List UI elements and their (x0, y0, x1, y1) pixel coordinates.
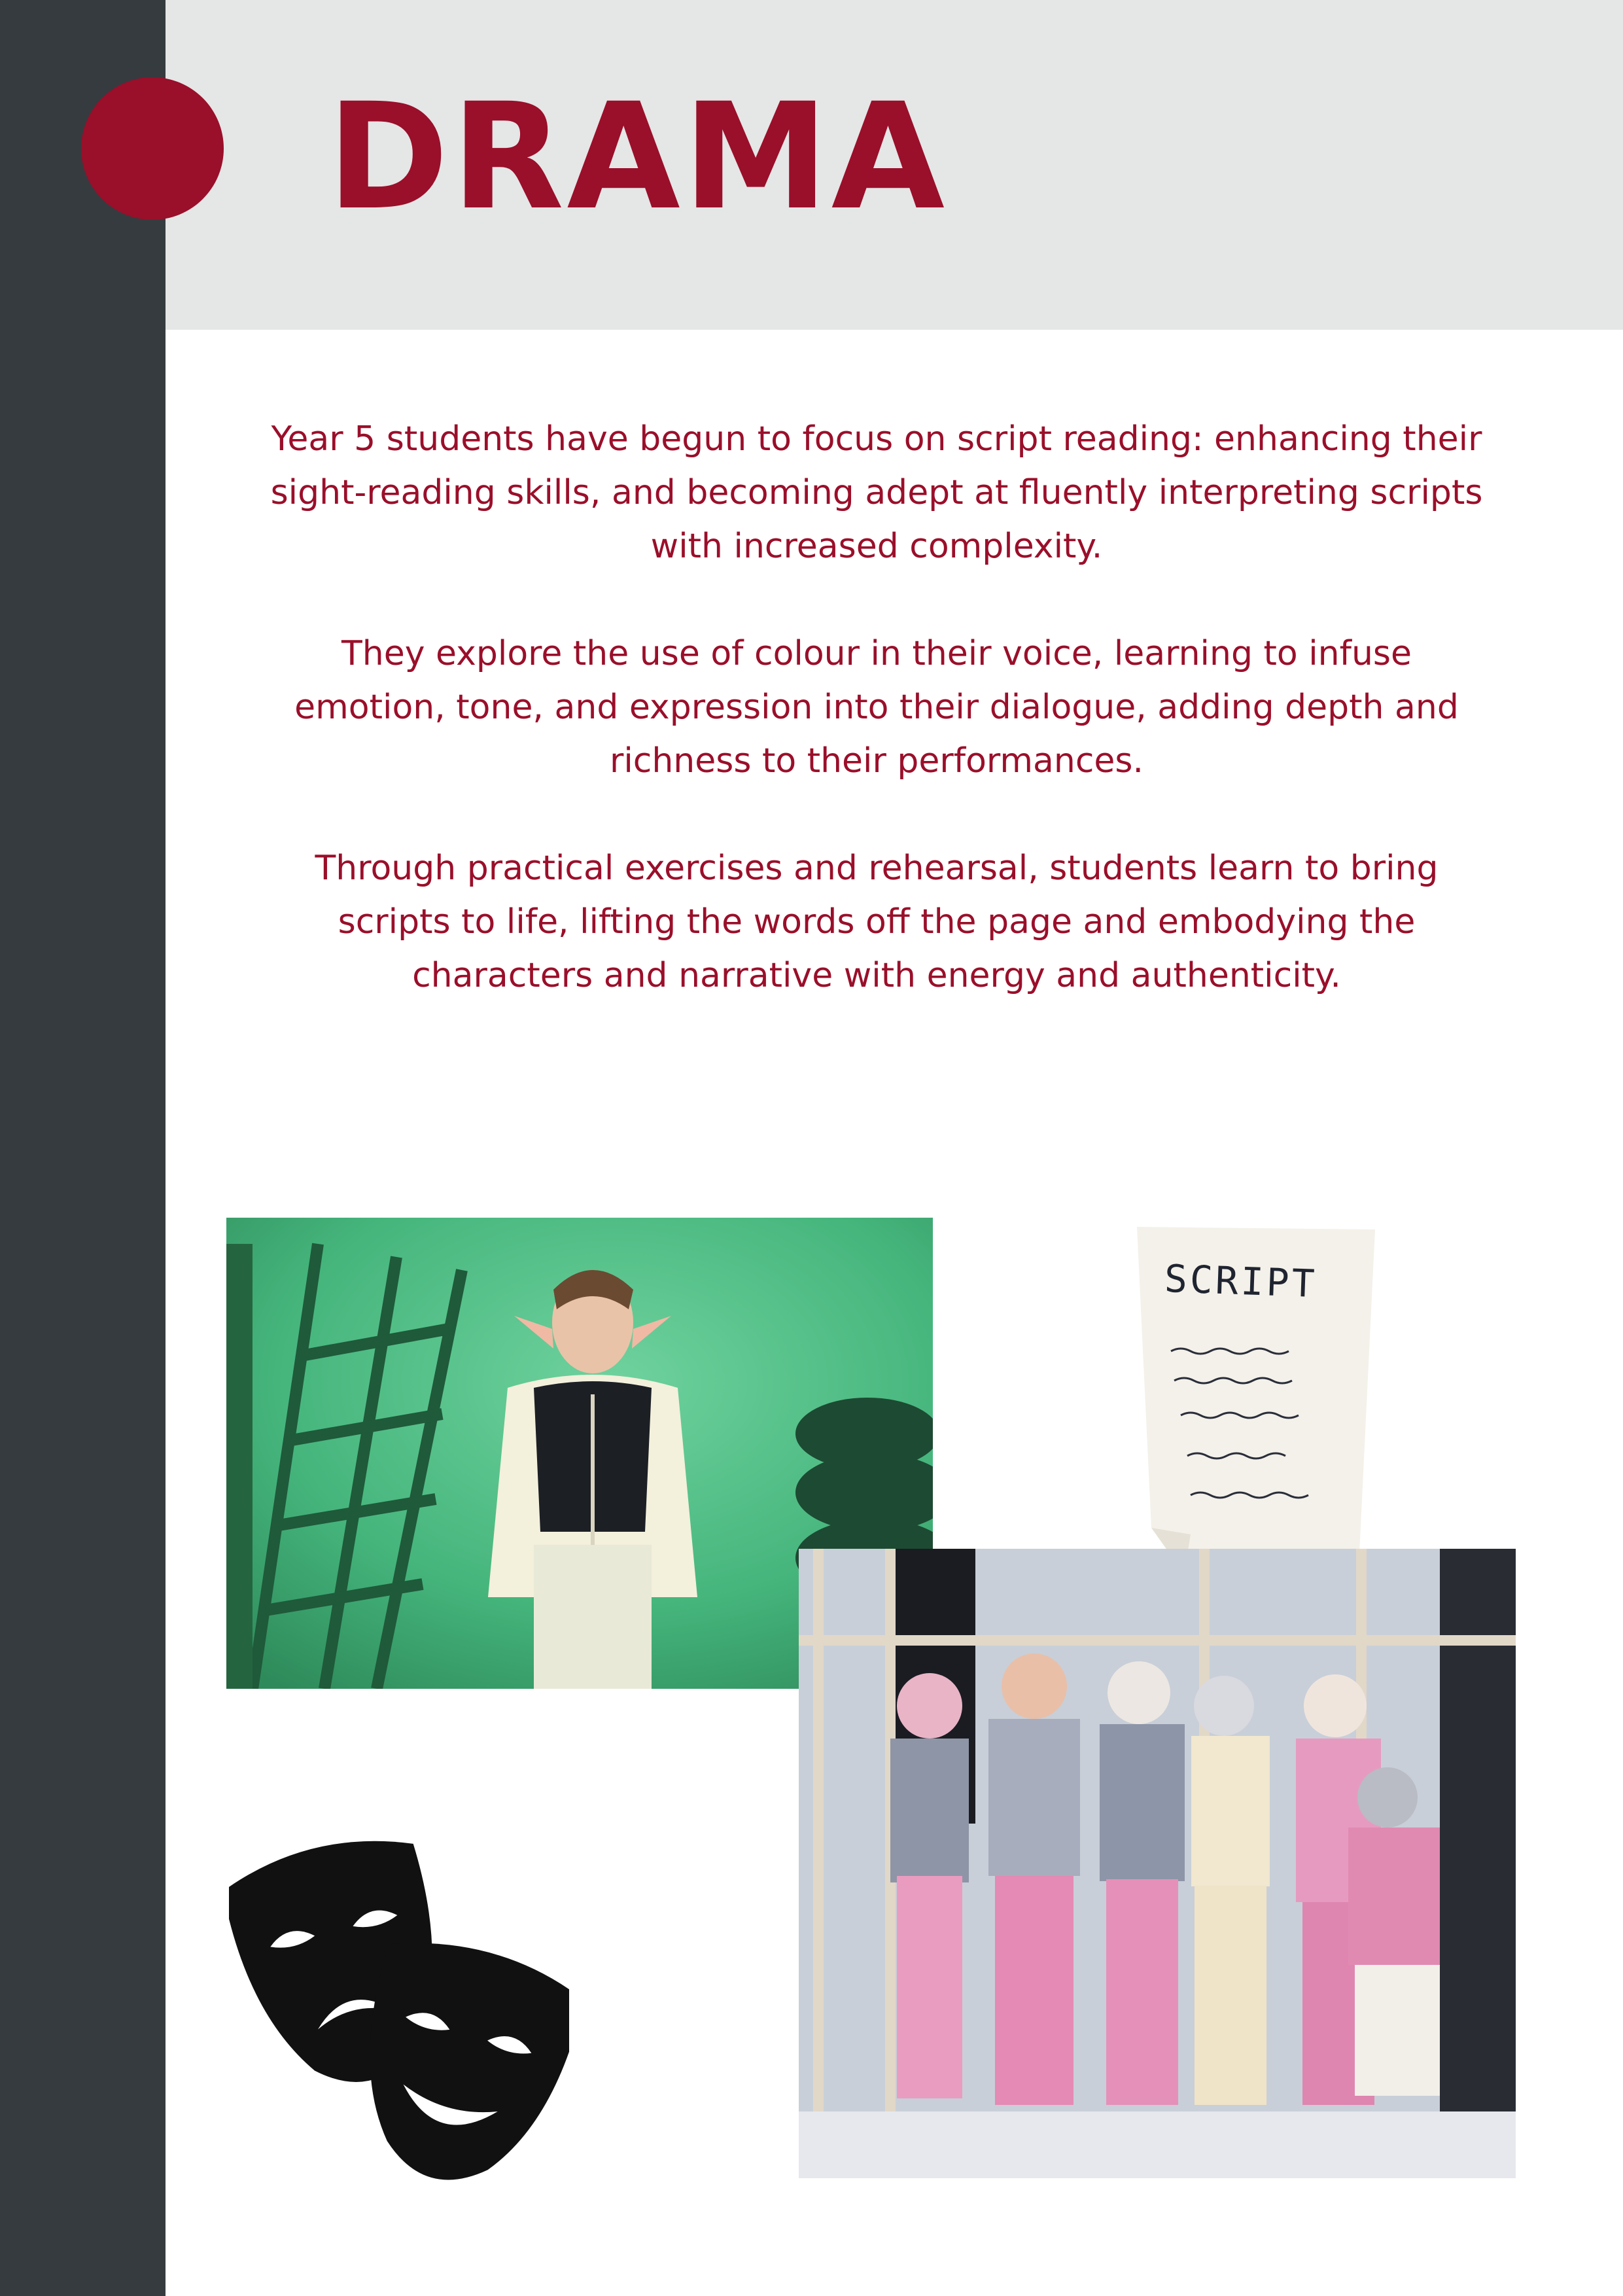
script-paper-icon (1125, 1220, 1380, 1587)
theatre-masks-icon (229, 1826, 569, 2192)
header-accent-dot (81, 77, 224, 220)
paragraph-practical-exercises: Through practical exercises and rehearsal, students learn to bring scripts to life, lifting the words off the page and embodying the characters and narrative with energy and authenticity. (315, 849, 1439, 995)
body-text (262, 412, 1492, 1056)
paragraph-voice-colour: They explore the use of colour in their voice, learning to infuse emotion, tone, and expression into their dialogue, adding depth and richness to their performances. (294, 634, 1459, 781)
photo-group-performers (799, 1549, 1516, 2178)
script-label: SCRIPT (1163, 1256, 1318, 1307)
paragraph-script-reading: Year 5 students have begun to focus on script reading: enhancing their sight-reading skills, and becoming adept at fluently interpreting scripts with increased complexity. (270, 419, 1483, 566)
page-title: DRAMA (327, 71, 948, 242)
sidebar-strip (0, 0, 166, 2296)
